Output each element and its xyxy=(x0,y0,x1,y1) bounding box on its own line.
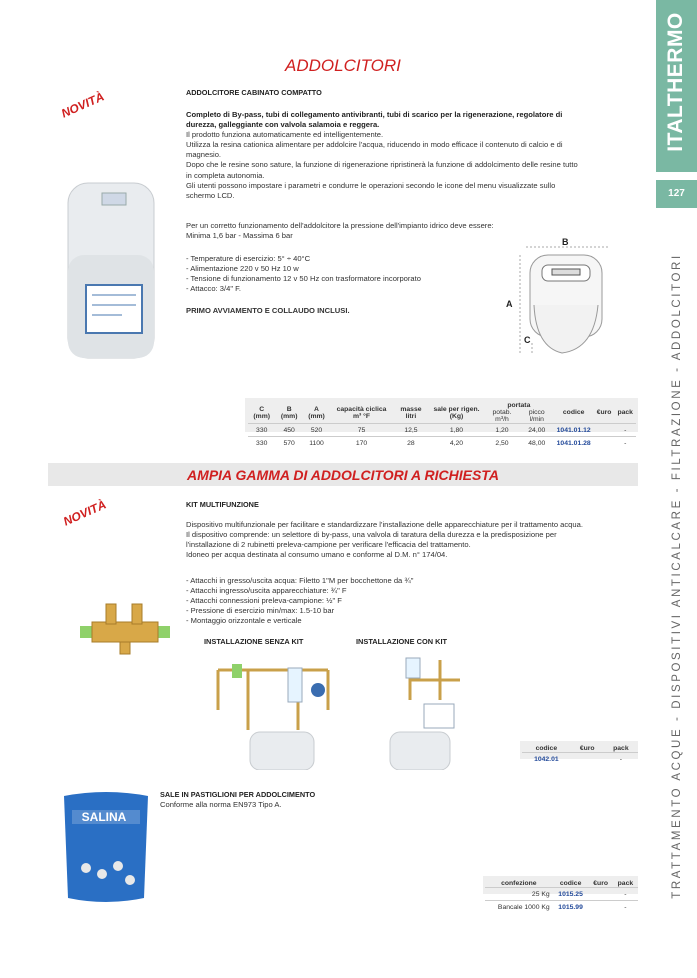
softener-image xyxy=(62,175,162,365)
page-number: 127 xyxy=(656,180,697,208)
col-confezione: confezione xyxy=(501,880,537,887)
cell: 2,50 xyxy=(484,437,520,450)
paragraph: Idoneo per acqua destinata al consumo umano e conforme al D.M. n° 174/04. xyxy=(186,550,448,560)
novita-badge: NOVITÀ xyxy=(61,497,109,529)
spec-item: - Attacchi connessioni preleva-campione: ½" F xyxy=(186,596,342,606)
paragraph: Dopo che le resine sono sature, la funzione di rigenerazione ripristinerà la funzione di addolcimento delle resine tutto in completa autonomia. xyxy=(186,160,578,180)
cell: 570 xyxy=(275,437,302,450)
vertical-category-text: TRATTAMENTO ACQUE - DISPOSITIVI ANTICALCARE - FILTRAZIONE - ADDOLCITORI xyxy=(671,253,683,899)
closing-note: PRIMO AVVIAMENTO E COLLAUDO INCLUSI. xyxy=(186,306,350,315)
spec-item: - Temperature di esercizio: 5° ÷ 40°C xyxy=(186,254,311,263)
col-euro: €uro xyxy=(579,745,595,752)
cell: Bancale 1000 Kg xyxy=(485,901,553,914)
table-row xyxy=(248,424,636,437)
col-potab: potab. m³/h xyxy=(492,409,512,423)
install-with-kit-label: INSTALLAZIONE CON KIT xyxy=(356,637,448,646)
section-title-ampia-gamma: AMPIA GAMMA DI ADDOLCITORI A RICHIESTA xyxy=(187,467,499,483)
install-with-kit-image xyxy=(370,650,480,770)
col-euro: €uro xyxy=(596,409,612,416)
table-row xyxy=(248,437,636,450)
spec-item: - Alimentazione 220 v 50 Hz 10 w xyxy=(186,264,299,274)
kit-table xyxy=(522,745,638,765)
spec-item: - Tensione di funzionamento 12 v 50 Hz con trasformatore incorporato xyxy=(186,274,421,284)
paragraph: Dispositivo multifunzionale per facilitare e standardizzare l'installazione delle apparecchiature per il trattamento acqua. xyxy=(186,520,583,529)
cell: 170 xyxy=(330,437,393,450)
col-sale: sale per rigen. (Kg) xyxy=(433,405,480,420)
cell: - xyxy=(613,901,638,914)
cell: - xyxy=(614,437,636,450)
cell: 4,20 xyxy=(429,437,484,450)
cell: 330 xyxy=(248,424,275,437)
dim-label-c: C xyxy=(524,335,531,345)
salt-bag-image xyxy=(58,788,154,906)
cell: - xyxy=(604,753,638,766)
col-capacita: capacità ciclica m³ °F xyxy=(336,405,387,420)
paragraph: Gli utenti possono impostare i parametri e condurre le operazioni secondo le icone del menu visualizzate sullo schermo LCD. xyxy=(186,180,556,200)
product-title-kit: KIT MULTIFUNZIONE xyxy=(186,500,259,509)
cell: 520 xyxy=(303,424,330,437)
cell xyxy=(589,901,613,914)
spec-item: - Attacco: 3/4" F. xyxy=(186,284,242,294)
brand-logo: ITALTHERMO xyxy=(664,12,687,152)
cell: 1,80 xyxy=(429,424,484,437)
table-row xyxy=(522,753,638,766)
spec-item: - Montaggio orizzontale e verticale xyxy=(186,616,302,626)
product-code: 1015.99 xyxy=(553,901,589,914)
cell: 12,5 xyxy=(393,424,429,437)
col-codice: codice xyxy=(562,409,585,416)
cell: - xyxy=(613,888,638,901)
salt-table xyxy=(485,880,638,913)
cell: 48,00 xyxy=(520,437,554,450)
dimension-diagram xyxy=(500,235,640,375)
product-code: 1042.01 xyxy=(522,753,571,766)
product-title-addolcitore: ADDOLCITORE CABINATO COMPATTO xyxy=(186,88,322,97)
novita-badge: NOVITÀ xyxy=(59,89,107,121)
product-code: 1015.25 xyxy=(553,888,589,901)
col-codice: codice xyxy=(559,880,582,887)
col-a: A (mm) xyxy=(308,405,325,420)
pressure-line: Minima 1,6 bar - Massima 6 bar xyxy=(186,231,293,241)
paragraph: Il prodotto funziona automaticamente ed intelligentemente. xyxy=(186,130,384,140)
col-c: C (mm) xyxy=(253,405,271,420)
dim-label-a: A xyxy=(506,299,513,309)
cell: 25 Kg xyxy=(485,888,553,901)
softener-table xyxy=(248,402,636,449)
col-portata: portata xyxy=(507,402,531,409)
cell xyxy=(594,437,615,450)
product-description xyxy=(186,110,581,201)
pressure-line: Per un corretto funzionamento dell'addolcitore la pressione dell'impianto idrico deve essere: xyxy=(186,221,494,230)
kit-spec-list xyxy=(186,576,586,626)
kit-description xyxy=(186,520,586,560)
kit-image xyxy=(80,598,170,658)
dim-label-b: B xyxy=(562,237,569,247)
cell: 24,00 xyxy=(520,424,554,437)
product-code: 1041.01.12 xyxy=(554,424,594,437)
col-picco: picco l/min xyxy=(528,409,545,423)
install-without-kit-image xyxy=(208,650,343,770)
intro-bold: Completo di By-pass, tubi di collegamento antivibranti, tubi di scarico per la rigenerazione, regolatore di durezza, galleggiante con valvola salamoia e reggera. xyxy=(186,110,563,130)
col-euro: €uro xyxy=(593,880,608,887)
paragraph: Utilizza la resina cationica alimentare per addolcire l'acqua, riducendo in modo efficace il contenuto di calcio e di magnesio. xyxy=(186,140,563,160)
cell xyxy=(589,888,613,901)
table-row xyxy=(485,888,638,901)
cell xyxy=(571,753,604,766)
cell: - xyxy=(614,424,636,437)
spec-list xyxy=(186,254,486,294)
section-title-addolcitori: ADDOLCITORI xyxy=(285,56,401,75)
product-subtitle: Conforme alla norma EN973 Tipo A. xyxy=(160,800,282,809)
spec-item: - Attacchi ingresso/uscita apparecchiature: ¾" F xyxy=(186,586,347,596)
product-code: 1041.01.28 xyxy=(554,437,594,450)
spec-item: - Attacchi in gresso/uscita acqua: Filetto 1"M per bocchettone da ¾" xyxy=(186,576,414,585)
bag-label: SALINA xyxy=(81,810,127,824)
col-masse: masse litri xyxy=(400,405,422,420)
col-b: B (mm) xyxy=(280,405,298,420)
cell: 1100 xyxy=(303,437,330,450)
col-pack: pack xyxy=(613,745,629,752)
cell: 28 xyxy=(393,437,429,450)
cell: 450 xyxy=(275,424,302,437)
install-without-kit-label: INSTALLAZIONE SENZA KIT xyxy=(204,637,304,646)
table-row xyxy=(485,901,638,914)
cell: 1,20 xyxy=(484,424,520,437)
col-codice: codice xyxy=(535,745,558,752)
spec-item: - Pressione di esercizio min/max: 1.5-10 bar xyxy=(186,606,335,616)
col-pack: pack xyxy=(617,409,633,416)
cell xyxy=(594,424,615,437)
paragraph: Il dispositivo comprende: un selettore di by-pass, una valvola di taratura della durezza e la predisposizione per l'installazione di 2 rubinetti preleva-campione per verificare l'efficacia del trattamento. xyxy=(186,530,557,550)
product-title-sale: SALE IN PASTIGLIONI PER ADDOLCIMENTO xyxy=(160,790,316,799)
cell: 330 xyxy=(248,437,275,450)
cell: 75 xyxy=(330,424,393,437)
col-pack: pack xyxy=(617,880,634,887)
